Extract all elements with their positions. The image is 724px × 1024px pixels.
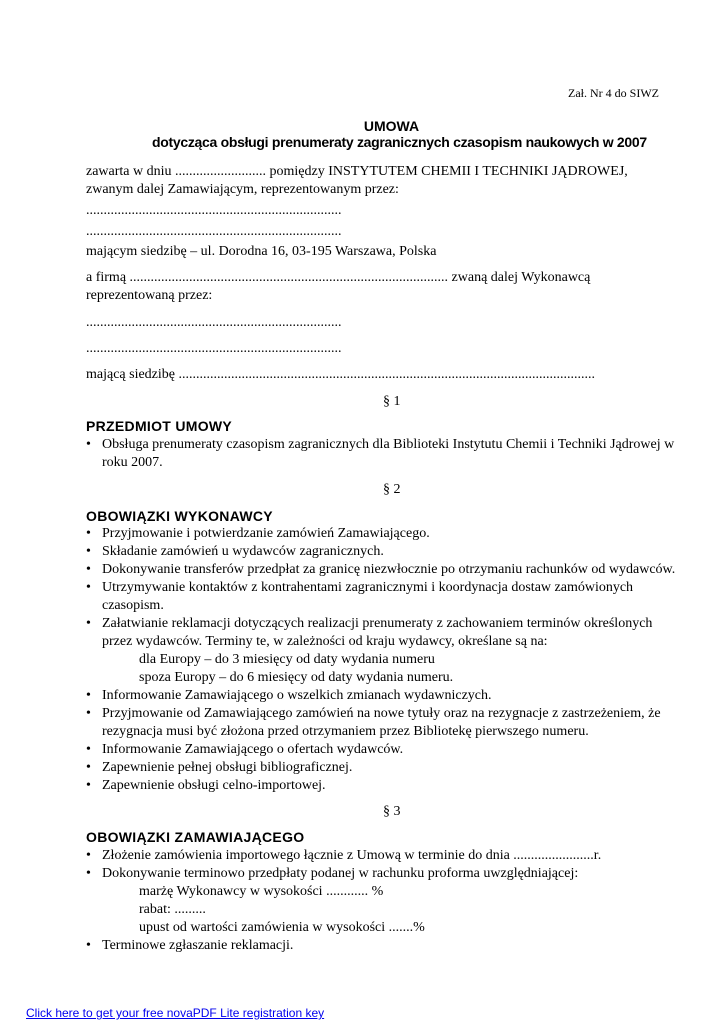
section-3-heading: OBOWIĄZKI ZAMAWIAJĄCEGO [86,829,305,845]
intro-line-2: zwanym dalej Zamawiającym, reprezentowanym przez: [86,182,399,197]
list-item: • Przyjmowanie od Zamawiającego zamówień na nowe tytuły oraz na rezygnacje z zastrzeżeniem, że rezygnacja musi być złożona przed otrzymaniem przez Bibliotekę pierwszego numeru. [86,705,675,741]
list-item: • Zapewnienie pełnej obsługi bibliograficznej. [86,759,675,777]
annex-reference: Zał. Nr 4 do SIWZ [568,86,659,100]
section-1-list [86,436,674,472]
section-2-number: § 2 [383,482,401,497]
intro-line-1: zawarta w dniu .......................... pomiędzy INSTYTUTEM CHEMII I TECHNIKI JĄDROWEJ, [86,164,628,179]
list-item: • Zapewnienie obsługi celno-importowej. [86,777,675,795]
section-3-list [86,847,601,955]
list-item: • Dokonywanie terminowo przedpłaty podanej w rachunku proforma uwzględniającej: marżę Wykonawcy w wysokości ............ % rabat: ......... upust od wartości zamówienia w wysokości .......% [86,865,601,937]
representative-blank-1: ......................................................................... [86,203,342,218]
client-seat: mającym siedzibę – ul. Dorodna 16, 03-195 Warszawa, Polska [86,244,437,259]
contractor-blank-2: ......................................................................... [86,341,342,356]
list-item: • Obsługa prenumeraty czasopism zagranicznych dla Biblioteki Instytutu Chemii i Techniki Jądrowej w roku 2007. [86,436,674,472]
contractor-line: a firmą ........................................................................................... zwaną dalej Wykonawcą [86,270,591,285]
section-3-number: § 3 [383,804,401,819]
section-1-number: § 1 [383,394,401,409]
list-item: • Załatwianie reklamacji dotyczących realizacji prenumeraty z zachowaniem terminów określonych przez wydawców. Terminy te, w zależności od kraju wydawcy, określane są na: dla Europy – do 3 miesięcy od daty wydania numeru spoza Europy – do 6 miesięcy od daty wydania numeru. [86,615,675,687]
contract-title: UMOWA [363,118,420,134]
contractor-blank-1: ......................................................................... [86,315,342,330]
list-item: • Przyjmowanie i potwierdzanie zamówień Zamawiającego. [86,525,675,543]
contract-subtitle: dotycząca obsługi prenumeraty zagranicznych czasopism naukowych w 2007 [152,134,647,150]
list-item: • Złożenie zamówienia importowego łącznie z Umową w terminie do dnia .......................r. [86,847,601,865]
list-item: • Informowanie Zamawiającego o wszelkich zmianach wydawniczych. [86,687,675,705]
list-item: • Składanie zamówień u wydawców zagranicznych. [86,543,675,561]
section-2-list [86,525,675,795]
representative-blank-2: ......................................................................... [86,224,342,239]
section-2-heading: OBOWIĄZKI WYKONAWCY [86,508,273,524]
contractor-seat: mającą siedzibę ....................................................................................................................... [86,367,596,382]
contractor-rep-label: reprezentowaną przez: [86,288,213,303]
section-1-heading: PRZEDMIOT UMOWY [86,418,233,434]
registration-key-link[interactable]: Click here to get your free novaPDF Lite registration key [26,1006,325,1020]
list-item: • Utrzymywanie kontaktów z kontrahentami zagranicznymi i koordynacja dostaw zamówionych czasopism. [86,579,675,615]
list-item: • Informowanie Zamawiającego o ofertach wydawców. [86,741,675,759]
list-item: • Dokonywanie transferów przedpłat za granicę niezwłocznie po otrzymaniu rachunków od wydawców. [86,561,675,579]
list-item: • Terminowe zgłaszanie reklamacji. [86,937,601,955]
